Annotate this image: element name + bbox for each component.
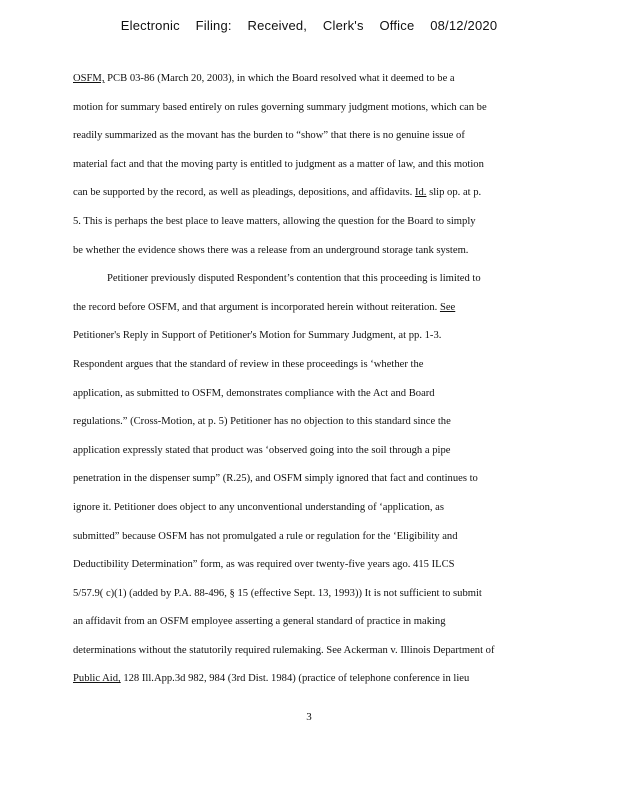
line-text: the record before OSFM, and that argument is incorporated herein without reiteration. <box>73 301 440 313</box>
line-text: application, as submitted to OSFM, demonstrates compliance with the Act and Board <box>73 387 435 399</box>
line-text: Respondent argues that the standard of review in these proceedings is ‘whether the <box>73 358 424 370</box>
text-line <box>73 499 553 528</box>
underlined-citation: OSFM, <box>73 73 105 84</box>
line-text: regulations.” (Cross-Motion, at p. 5) Petitioner has no objection to this standard since the <box>73 416 451 428</box>
line-text: 5/57.9( c)(1) (added by P.A. 88-496, § 15 (effective Sept. 13, 1993)) It is not sufficient to submit <box>73 587 482 599</box>
text-line <box>73 613 553 642</box>
page-number: 3 <box>306 711 312 723</box>
text-line <box>73 270 553 299</box>
line-text: Petitioner's Reply in Support of Petitioner's Motion for Summary Judgment, at pp. 1-3. <box>73 330 442 342</box>
text-line <box>73 70 553 99</box>
text-line <box>73 99 553 128</box>
text-line <box>73 642 553 671</box>
underlined-citation: Public Aid, <box>73 673 121 685</box>
line-text: application expressly stated that product was ‘observed going into the soil through a pipe <box>73 444 451 456</box>
text-line <box>73 213 553 242</box>
text-line <box>73 184 553 213</box>
text-line <box>73 556 553 585</box>
underlined-citation: Id. <box>414 187 427 199</box>
text-line <box>73 356 553 385</box>
text-line <box>73 413 553 442</box>
text-line <box>73 385 553 414</box>
text-line <box>73 528 553 557</box>
line-text: be whether the evidence shows there was a release from an underground storage tank system. <box>73 244 469 256</box>
text-line <box>73 299 553 328</box>
line-text: PCB 03-86 (March 20, 2003), in which the Board resolved what it deemed to be a <box>104 73 455 84</box>
line-text: submitted” because OSFM has not promulgated a rule or regulation for the ‘Eligibility and <box>73 530 458 542</box>
document-body <box>73 70 553 699</box>
filing-stamp-header: Electronic Filing: Received, Clerk's Office 08/12/2020 <box>120 18 498 33</box>
text-line <box>73 156 553 185</box>
line-text: 128 Ill.App.3d 982, 984 (3rd Dist. 1984) (practice of telephone conference in lieu <box>120 673 470 685</box>
line-text: Petitioner previously disputed Respondent’s contention that this proceeding is limited to <box>107 273 481 285</box>
text-line <box>73 585 553 614</box>
text-line <box>73 242 553 271</box>
line-text: ignore it. Petitioner does object to any unconventional understanding of ‘application, as <box>73 501 444 513</box>
line-text: 5. This is perhaps the best place to leave matters, allowing the question for the Board to simply <box>73 215 476 227</box>
line-text: an affidavit from an OSFM employee asserting a general standard of practice in making <box>73 616 446 628</box>
line-text: readily summarized as the movant has the burden to “show” that there is no genuine issue of <box>73 130 465 142</box>
line-text: material fact and that the moving party is entitled to judgment as a matter of law, and this motion <box>73 158 484 170</box>
line-text: can be supported by the record, as well as pleadings, depositions, and affidavits. <box>73 187 415 199</box>
text-line <box>73 442 553 471</box>
line-text: motion for summary based entirely on rules governing summary judgment motions, which can be <box>73 101 487 113</box>
line-text: Deductibility Determination” form, as was required over twenty-five years ago. 415 ILCS <box>73 559 455 571</box>
line-text: slip op. at p. <box>426 187 482 199</box>
line-text: determinations without the statutorily required rulemaking. See Ackerman v. Illinois Department of <box>73 644 495 656</box>
line-text: penetration in the dispenser sump” (R.25), and OSFM simply ignored that fact and continues to <box>73 473 478 485</box>
text-line <box>73 127 553 156</box>
text-line <box>73 670 553 699</box>
text-line <box>73 327 553 356</box>
underlined-citation: See <box>439 301 456 313</box>
text-line <box>73 470 553 499</box>
